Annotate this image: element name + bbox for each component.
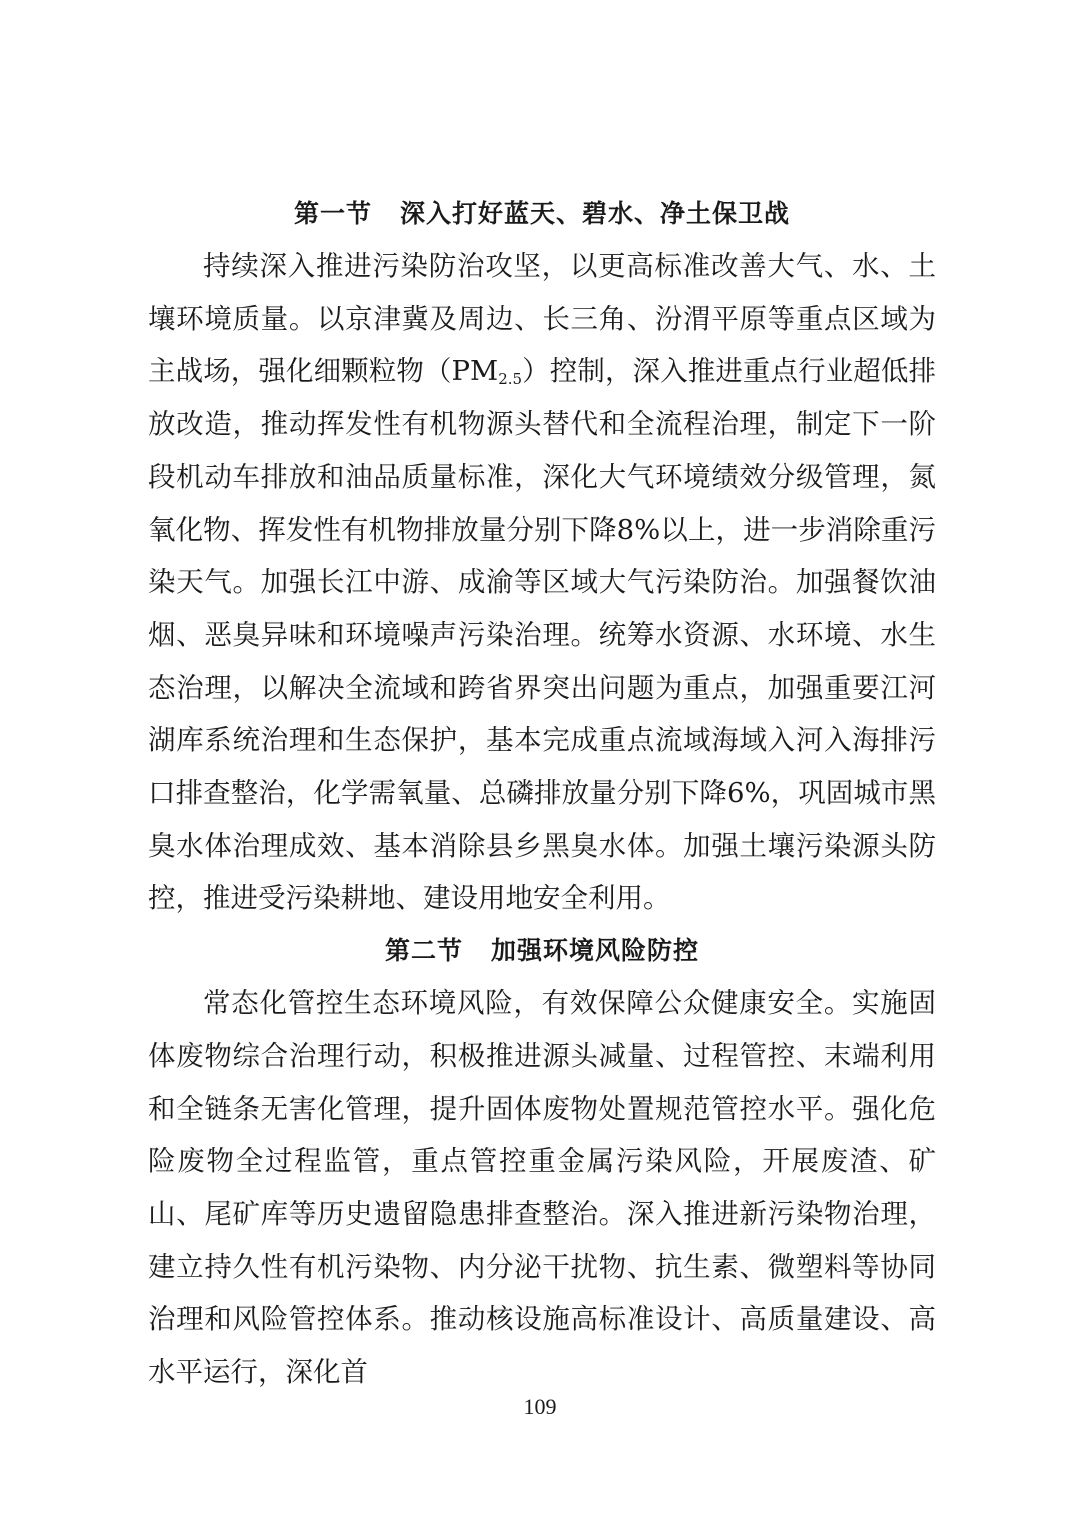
section-1-text-part-1: 持续深入推进污染防治攻坚，以更高标准改善大气、水、土壤环境质量。以京津冀及周边、长三角、汾渭平原等重点区域为主战场，强化细颗粒物（PM — [148, 250, 936, 388]
section-1-label: 第一节 — [293, 199, 372, 228]
section-2-heading — [148, 925, 936, 977]
section-1-paragraph — [148, 240, 936, 925]
page-content — [148, 188, 936, 1399]
pm-subscript: 2.5 — [498, 370, 523, 389]
page-number: 109 — [523, 1394, 557, 1419]
section-1-text-part-2: ）控制，深入推进重点行业超低排放改造，推动挥发性有机物源头替代和全流程治理，制定下一阶段机动车排放和油品质量标准，深化大气环境绩效分级管理，氮氧化物、挥发性有机物排放量分别下降8%以上，进一步消除重污染天气。加强长江中游、成渝等区域大气污染防治。加强餐饮油烟、恶臭异味和环境噪声污染治理。统筹水资源、水环境、水生态治理，以解决全流域和跨省界突出问题为重点，加强重要江河湖库系统治理和生态保护，基本完成重点流域海域入河入海排污口排查整治，化学需氧量、总磷排放量分别下降6%，巩固城市黑臭水体治理成效、基本消除县乡黑臭水体。加强土壤污染源头防控，推进受污染耕地、建设用地安全利用。 — [148, 355, 937, 915]
section-1-title: 深入打好蓝天、碧水、净土保卫战 — [400, 199, 791, 228]
section-2-title: 加强环境风险防控 — [491, 936, 700, 966]
section-1-heading — [148, 188, 936, 240]
section-2-label: 第二节 — [384, 936, 463, 966]
section-2-paragraph: 常态化管控生态环境风险，有效保障公众健康安全。实施固体废物综合治理行动，积极推进源头减量、过程管控、末端利用和全链条无害化管理，提升固体废物处置规范管控水平。强化危险废物全过程监管，重点管控重金属污染风险，开展废渣、矿山、尾矿库等历史遗留隐患排查整治。深入推进新污染物治理，建立持久性有机污染物、内分泌干扰物、抗生素、微塑料等协同治理和风险管控体系。推动核设施高标准设计、高质量建设、高水平运行，深化首 — [148, 987, 936, 1389]
